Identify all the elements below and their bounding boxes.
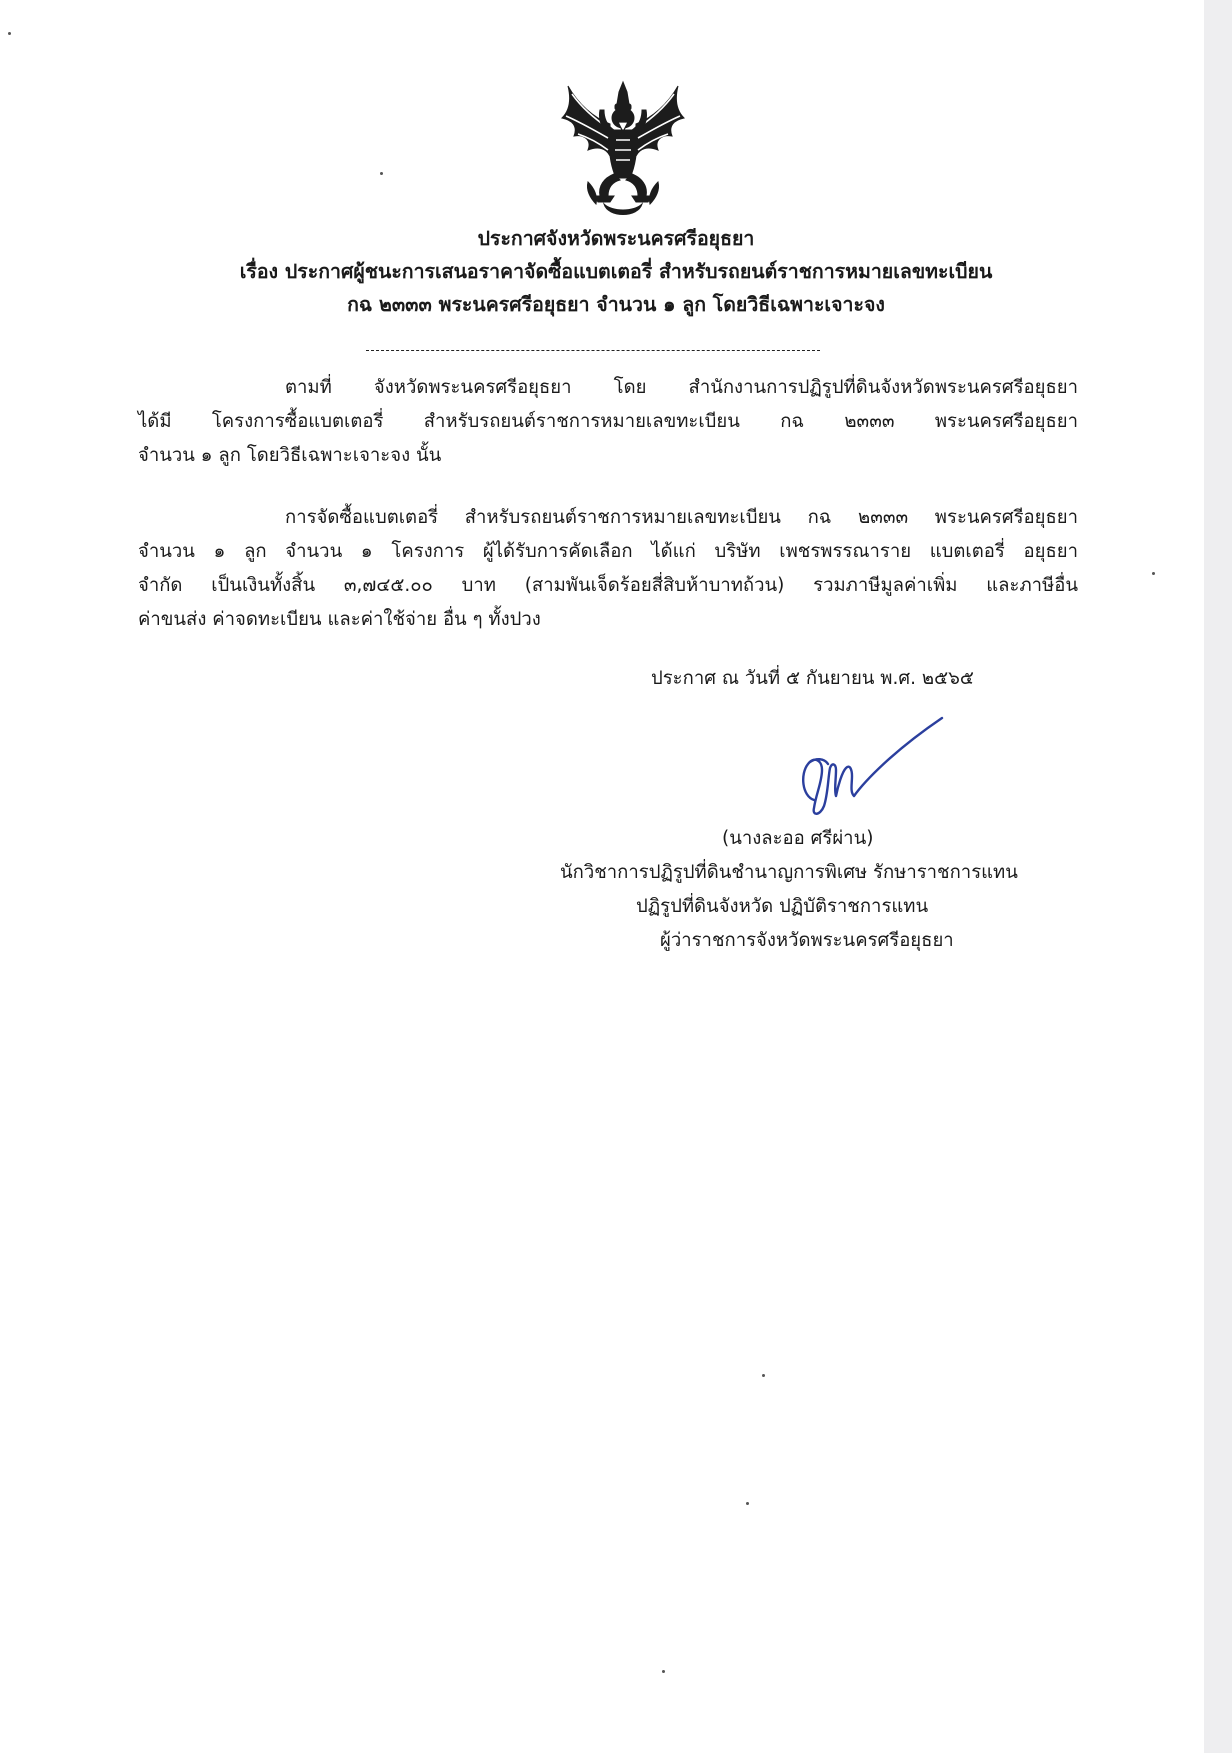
paragraph-line: ค่าขนส่ง ค่าจดทะเบียน และค่าใช้จ่าย อื่น ๆ ทั้งปวง <box>138 609 541 630</box>
scan-speck <box>762 1374 765 1377</box>
paragraph-1 <box>138 371 1078 473</box>
subject-line-1: เรื่อง ประกาศผู้ชนะการเสนอราคาจัดซื้อแบตเตอรี่ สำหรับรถยนต์ราชการหมายเลขทะเบียน <box>239 260 993 283</box>
handwritten-signature-icon <box>792 712 952 822</box>
subject-line-2: กฉ ๒๓๓๓ พระนครศรีอยุธยา จำนวน ๑ ลูก โดยวิธีเฉพาะเจาะจง <box>347 293 885 316</box>
paragraph-2 <box>138 501 1078 637</box>
announcement-date: ประกาศ ณ วันที่ ๕ กันยายน พ.ศ. ๒๕๖๕ <box>651 668 974 689</box>
paragraph-line: ตามที่ จังหวัดพระนครศรีอยุธยา โดย สำนักงานการปฏิรูปที่ดินจังหวัดพระนครศรีอยุธยา <box>285 377 1078 398</box>
signer-name: (นางละออ ศรีผ่าน) <box>722 828 874 849</box>
scan-speck <box>746 1502 749 1505</box>
signer-position-3: ผู้ว่าราชการจังหวัดพระนครศรีอยุธยา <box>660 930 954 951</box>
scan-speck <box>662 1670 665 1673</box>
paragraph-line: จำกัด เป็นเงินทั้งสิ้น ๓,๗๔๕.๐๐ บาท (สามพันเจ็ดร้อยสี่สิบห้าบาทถ้วน) รวมภาษีมูลค่าเพิ่ม และภาษีอื่น <box>138 575 1078 596</box>
signer-position-2: ปฏิรูปที่ดินจังหวัด ปฏิบัติราชการแทน <box>636 896 929 917</box>
paragraph-line: จำนวน ๑ ลูก โดยวิธีเฉพาะเจาะจง นั้น <box>138 445 442 466</box>
announcement-header <box>0 222 1232 321</box>
paragraph-line: การจัดซื้อแบตเตอรี่ สำหรับรถยนต์ราชการหมายเลขทะเบียน กฉ ๒๓๓๓ พระนครศรีอยุธยา <box>285 507 1078 528</box>
signer-block <box>560 822 1100 958</box>
signer-position-1: นักวิชาการปฏิรูปที่ดินชำนาญการพิเศษ รักษาราชการแทน <box>560 862 1018 883</box>
paragraph-line: จำนวน ๑ ลูก จำนวน ๑ โครงการ ผู้ได้รับการคัดเลือก ได้แก่ บริษัท เพชรพรรณาราย แบตเตอรี่ อยุธยา <box>138 541 1078 562</box>
announcement-title: ประกาศจังหวัดพระนครศรีอยุธยา <box>477 227 755 250</box>
separator-line <box>366 350 820 351</box>
scan-speck <box>380 172 383 175</box>
scan-speck <box>1152 572 1155 575</box>
garuda-emblem-icon <box>558 78 688 223</box>
paragraph-line: ได้มี โครงการซื้อแบตเตอรี่ สำหรับรถยนต์ราชการหมายเลขทะเบียน กฉ ๒๓๓๓ พระนครศรีอยุธยา <box>138 411 1078 432</box>
scan-speck <box>8 32 11 35</box>
